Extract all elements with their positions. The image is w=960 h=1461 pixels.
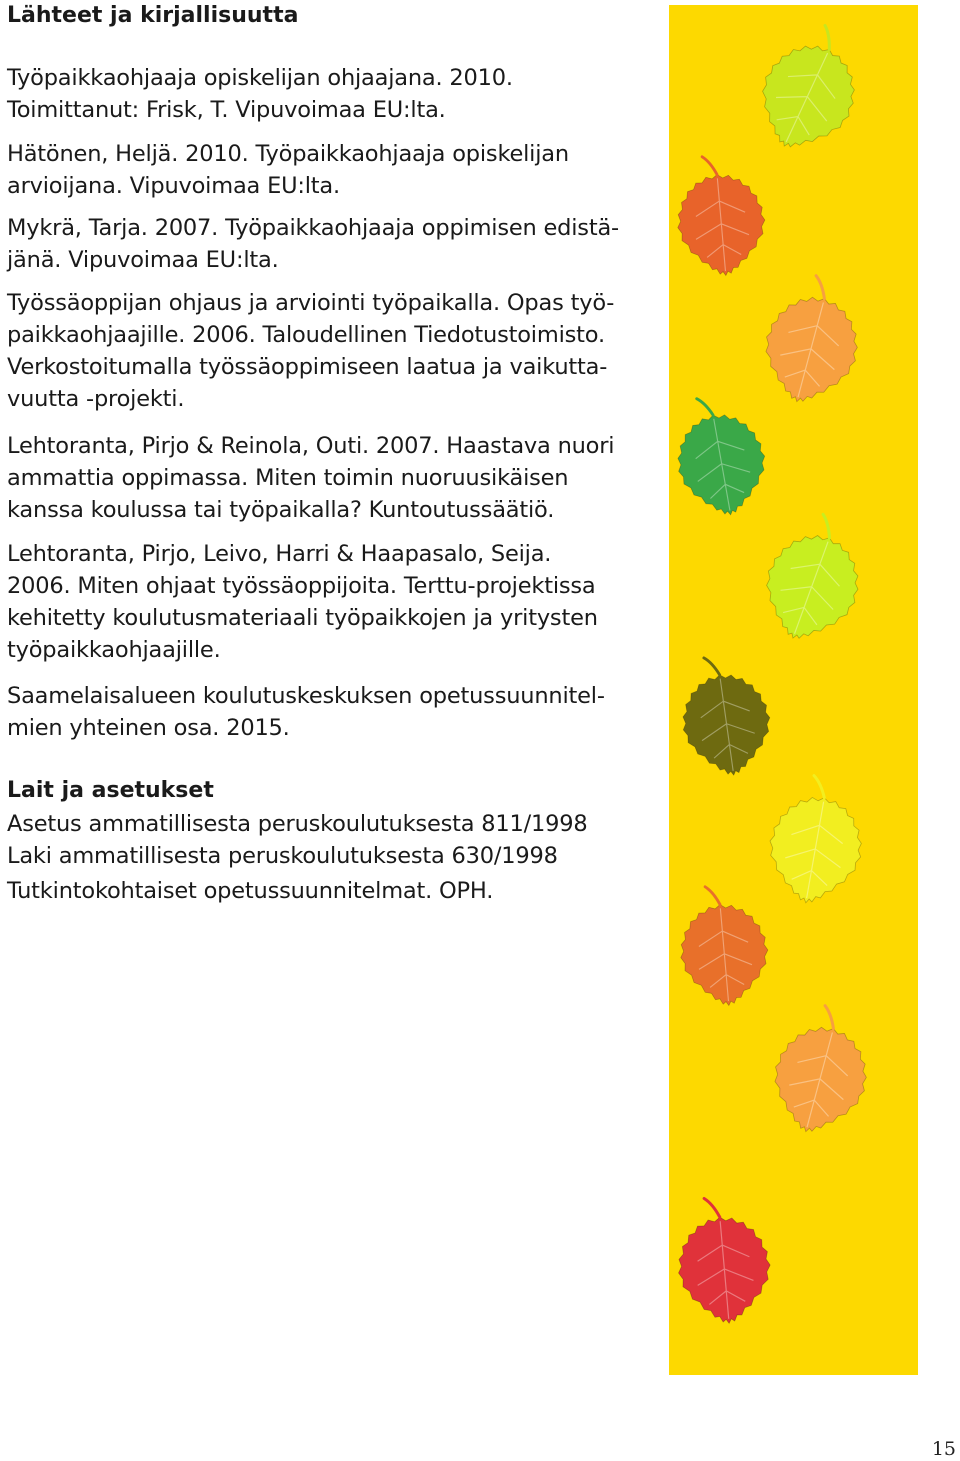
leaf-stem: [811, 776, 828, 798]
birch-leaf-icon: [743, 12, 880, 166]
reference-item: Työpaikkaohjaaja opiskelijan ohjaajana. 2010. Toimittanut: Frisk, T. Vipuvoimaa EU:lta.: [7, 65, 513, 123]
birch-leaf-icon: [675, 882, 773, 1009]
reference-item: Hätönen, Heljä. 2010. Työpaikkaohjaaja opiskelijan arvioijana. Vipuvoimaa EU:lta.: [7, 141, 569, 199]
laws-heading: Lait ja asetukset: [7, 778, 214, 803]
leaf-illustration: [669, 5, 918, 1375]
leaf-stem: [705, 886, 720, 906]
sources-heading: Lähteet ja kirjallisuutta: [7, 3, 299, 28]
birch-leaf-icon: [761, 770, 874, 911]
leaf-stem: [697, 396, 713, 417]
leaf-stem: [820, 1006, 839, 1029]
leaf-stem: [704, 1197, 720, 1218]
birch-leaf-icon: [761, 997, 883, 1143]
reference-item: Saamelaisalueen koulutuskeskuksen opetussuunnitel- mien yhteinen osa. 2015.: [7, 683, 605, 741]
birch-leaf-icon: [672, 152, 770, 279]
birch-leaf-icon: [672, 1193, 775, 1327]
leaf-stem: [817, 25, 838, 49]
law-item: Laki ammatillisesta peruskoulutuksesta 630/1998: [7, 843, 558, 869]
page-number: 15: [931, 1438, 956, 1460]
leaf-stem: [704, 656, 720, 677]
birch-leaf-icon: [669, 389, 774, 523]
law-item: Tutkintokohtaiset opetussuunnitelmat. OPH.: [7, 878, 494, 904]
birch-leaf-icon: [674, 650, 777, 781]
leaf-stem: [811, 276, 830, 299]
leaf-stem: [702, 156, 717, 176]
leaf-banner: [669, 5, 918, 1375]
birch-leaf-icon: [752, 267, 874, 413]
birch-leaf-icon: [750, 503, 880, 653]
reference-item: Lehtoranta, Pirjo, Leivo, Harri & Haapasalo, Seija. 2006. Miten ohjaat työssäoppijoita. Terttu-projektissa kehitetty koulutusmateriaali työpaikkojen ja yritysten työpaikkaohjaajille.: [7, 541, 598, 663]
reference-item: Lehtoranta, Pirjo & Reinola, Outi. 2007. Haastava nuori ammattia oppimassa. Miten toimin nuoruusikäisen kanssa koulussa tai työpaikalla? Kuntoutussäätiö.: [7, 433, 615, 523]
reference-item: Mykrä, Tarja. 2007. Työpaikkaohjaaja oppimisen edistä- jänä. Vipuvoimaa EU:lta.: [7, 215, 619, 273]
reference-item: Työssäoppijan ohjaus ja arviointi työpaikalla. Opas työ- paikkaohjaajille. 2006. Taloudellinen Tiedotustoimisto. Verkostoitumalla työssäoppimiseen laatua ja vaikutta- vuutta -projekti.: [7, 290, 615, 412]
leaf-stem: [816, 514, 836, 538]
law-item: Asetus ammatillisesta peruskoulutuksesta 811/1998: [7, 811, 588, 837]
